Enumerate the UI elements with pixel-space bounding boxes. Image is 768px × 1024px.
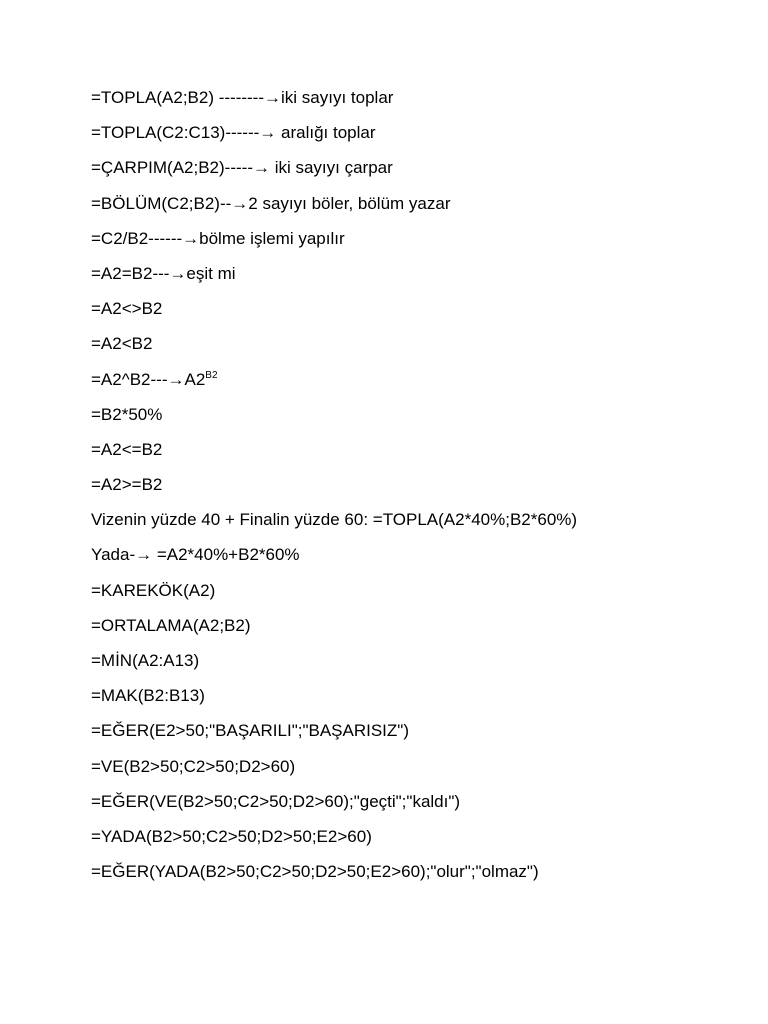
formula-text: =YADA(B2>50;C2>50;D2>50;E2>60) <box>91 826 372 846</box>
formula-text: Yada-→ =A2*40%+B2*60% <box>91 545 300 565</box>
formula-line <box>91 403 728 438</box>
formula-text: =BÖLÜM(C2;B2)--→2 sayıyı böler, bölüm yazar <box>91 193 451 213</box>
formula-line <box>91 332 728 367</box>
formula-line <box>91 579 728 614</box>
formula-line <box>91 86 728 121</box>
formula-line <box>91 614 728 649</box>
formula-line <box>91 543 728 578</box>
formula-line <box>91 297 728 332</box>
formula-line <box>91 262 728 297</box>
formula-line <box>91 684 728 719</box>
formula-line <box>91 156 728 191</box>
formula-text: =KAREKÖK(A2) <box>91 580 216 600</box>
formula-line <box>91 508 728 543</box>
formula-text: =TOPLA(A2;B2) --------→iki sayıyı toplar <box>91 88 394 107</box>
formula-line <box>91 473 728 508</box>
formula-text: =A2^B2---→A2 <box>91 369 206 389</box>
formula-text: =ÇARPIM(A2;B2)-----→ iki sayıyı çarpar <box>91 158 393 178</box>
formula-text: Vizenin yüzde 40 + Finalin yüzde 60: =TOPLA(A2*40%;B2*60%) <box>91 510 578 530</box>
formula-text: =A2<>B2 <box>91 299 163 319</box>
formula-text: =EĞER(E2>50;"BAŞARILI";"BAŞARISIZ") <box>91 721 409 741</box>
formula-line <box>91 227 728 262</box>
formula-line <box>91 192 728 227</box>
formula-text: =VE(B2>50;C2>50;D2>60) <box>91 756 296 776</box>
superscript-text: B2 <box>205 369 218 381</box>
formula-text: =MAK(B2:B13) <box>91 686 205 706</box>
formula-text: =C2/B2------→bölme işlemi yapılır <box>91 228 345 248</box>
formula-line <box>91 368 728 403</box>
formula-text: =EĞER(YADA(B2>50;C2>50;D2>50;E2>60);"olur";"olmaz") <box>91 862 539 882</box>
formula-line <box>91 121 728 156</box>
formula-text: =ORTALAMA(A2;B2) <box>91 615 251 635</box>
formula-text: =A2=B2---→eşit mi <box>91 263 236 283</box>
formula-text: =A2>=B2 <box>91 475 163 495</box>
formula-list <box>91 86 728 895</box>
formula-line <box>91 719 728 754</box>
formula-line <box>91 825 728 860</box>
formula-text: =B2*50% <box>91 404 163 424</box>
formula-line <box>91 790 728 825</box>
formula-line <box>91 860 728 895</box>
formula-line <box>91 649 728 684</box>
formula-line <box>91 755 728 790</box>
formula-line <box>91 438 728 473</box>
formula-text: =A2<B2 <box>91 334 153 354</box>
formula-text: =A2<=B2 <box>91 439 163 459</box>
formula-text: =EĞER(VE(B2>50;C2>50;D2>60);"geçti";"kaldı") <box>91 791 461 811</box>
formula-text: =MİN(A2:A13) <box>91 651 200 670</box>
formula-text: =TOPLA(C2:C13)------→ aralığı toplar <box>91 123 376 143</box>
